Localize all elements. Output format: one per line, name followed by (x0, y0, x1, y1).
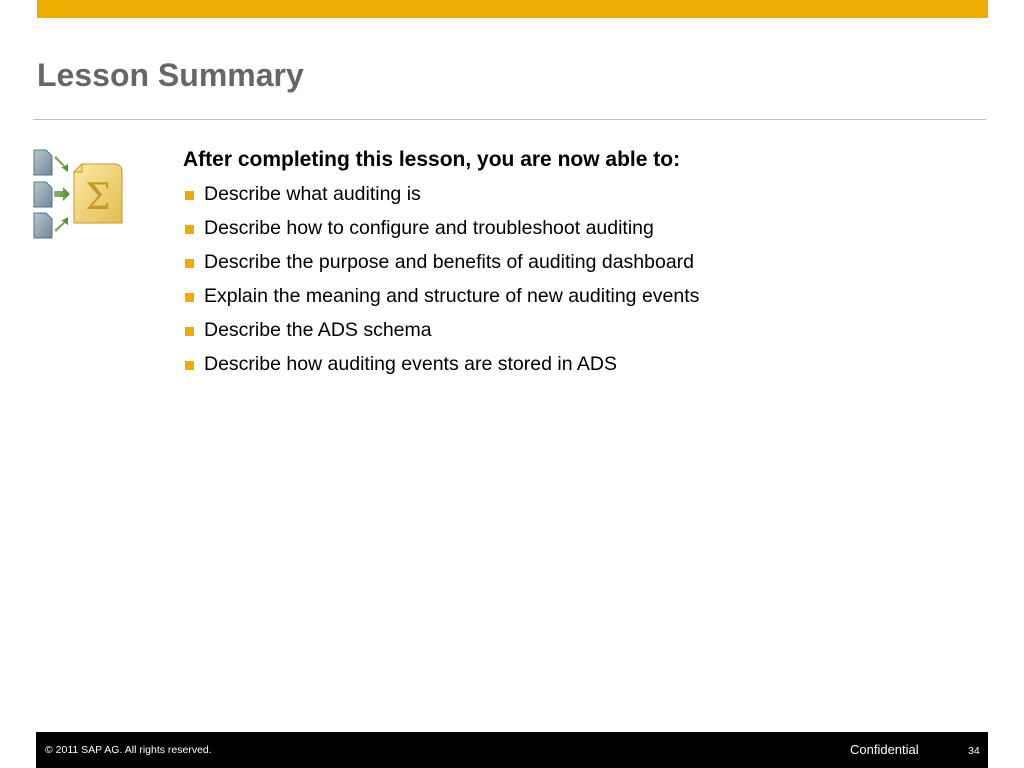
slide-title: Lesson Summary (37, 57, 304, 93)
arrow-bottom (54, 217, 68, 232)
square-bullet-icon (185, 293, 194, 302)
svg-text:Σ: Σ (85, 177, 111, 218)
top-accent-bar (37, 0, 988, 18)
list-item (183, 248, 963, 282)
summary-intro: After completing this lesson, you are now able to: (183, 148, 681, 171)
footer-bar (36, 732, 988, 768)
objective-text: Describe the ADS schema (204, 319, 432, 341)
square-bullet-icon (185, 225, 194, 234)
copyright-text: © 2011 SAP AG. All rights reserved. (45, 744, 212, 756)
objective-text: Describe how to configure and troubleshoot auditing (204, 217, 654, 239)
list-item (183, 350, 963, 384)
objective-text: Describe how auditing events are stored in ADS (204, 353, 617, 375)
source-document-middle (34, 182, 52, 207)
confidential-label: Confidential (850, 742, 919, 757)
source-document-bottom (34, 213, 52, 238)
list-item (183, 316, 963, 350)
sigma-document (74, 164, 122, 223)
objective-text: Describe the purpose and benefits of auditing dashboard (204, 251, 695, 273)
objective-text: Describe what auditing is (204, 183, 421, 205)
square-bullet-icon (185, 259, 194, 268)
lesson-summary-content (183, 146, 963, 384)
source-document-top (34, 150, 52, 175)
square-bullet-icon (185, 361, 194, 370)
page-number: 34 (968, 745, 980, 757)
objectives-list (183, 180, 963, 384)
objective-text: Explain the meaning and structure of new auditing events (204, 285, 700, 307)
square-bullet-icon (185, 191, 194, 200)
arrow-middle (54, 187, 70, 201)
list-item (183, 282, 963, 316)
arrow-top (54, 156, 68, 172)
list-item (183, 214, 963, 248)
square-bullet-icon (185, 327, 194, 336)
list-item (183, 180, 963, 214)
lesson-summary-sigma-icon (30, 145, 126, 243)
title-divider (33, 119, 986, 120)
